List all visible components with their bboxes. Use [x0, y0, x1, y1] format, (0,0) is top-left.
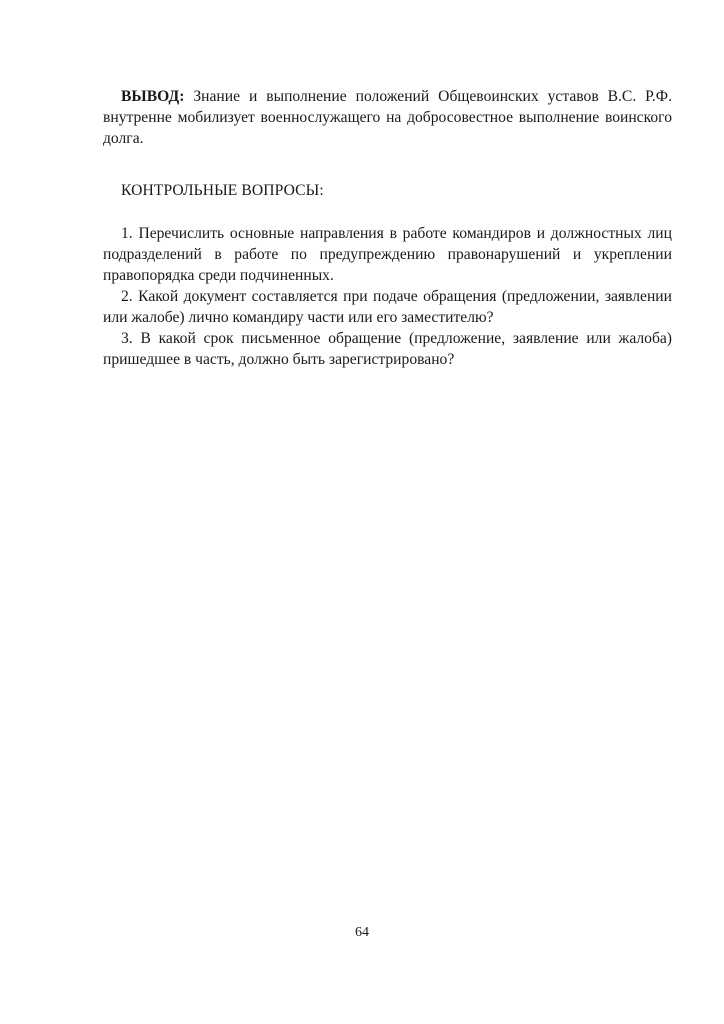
question-item	[103, 328, 672, 370]
conclusion-text: Знание и выполнение положений Общевоинских уставов В.С. Р.Ф. внутренне мобилизует военнослужащего на добросовестное выполнение воинского долга.	[103, 88, 672, 147]
questions-heading: КОНТРОЛЬНЫЕ ВОПРОСЫ:	[121, 182, 324, 199]
question-text: Какой документ составляется при подаче обращения (предложении, заявлении или жалобе) лично командиру части или его заместителю?	[103, 288, 672, 326]
question-item	[103, 286, 672, 328]
questions-list	[103, 223, 672, 370]
question-number: 2.	[121, 288, 133, 305]
conclusion-lead: ВЫВОД:	[121, 88, 185, 105]
question-text: Перечислить основные направления в работе командиров и должностных лиц подразделений в работе по предупреждению правонарушений и укреплении правопорядка среди подчиненных.	[103, 225, 672, 284]
question-item	[103, 223, 672, 286]
question-text: В какой срок письменное обращение (предложение, заявление или жалоба) пришедшее в часть, должно быть зарегистрировано?	[103, 330, 672, 368]
page-number: 64	[355, 925, 369, 940]
conclusion-paragraph	[103, 86, 672, 149]
question-number: 1.	[121, 225, 133, 242]
question-number: 3.	[121, 330, 133, 347]
